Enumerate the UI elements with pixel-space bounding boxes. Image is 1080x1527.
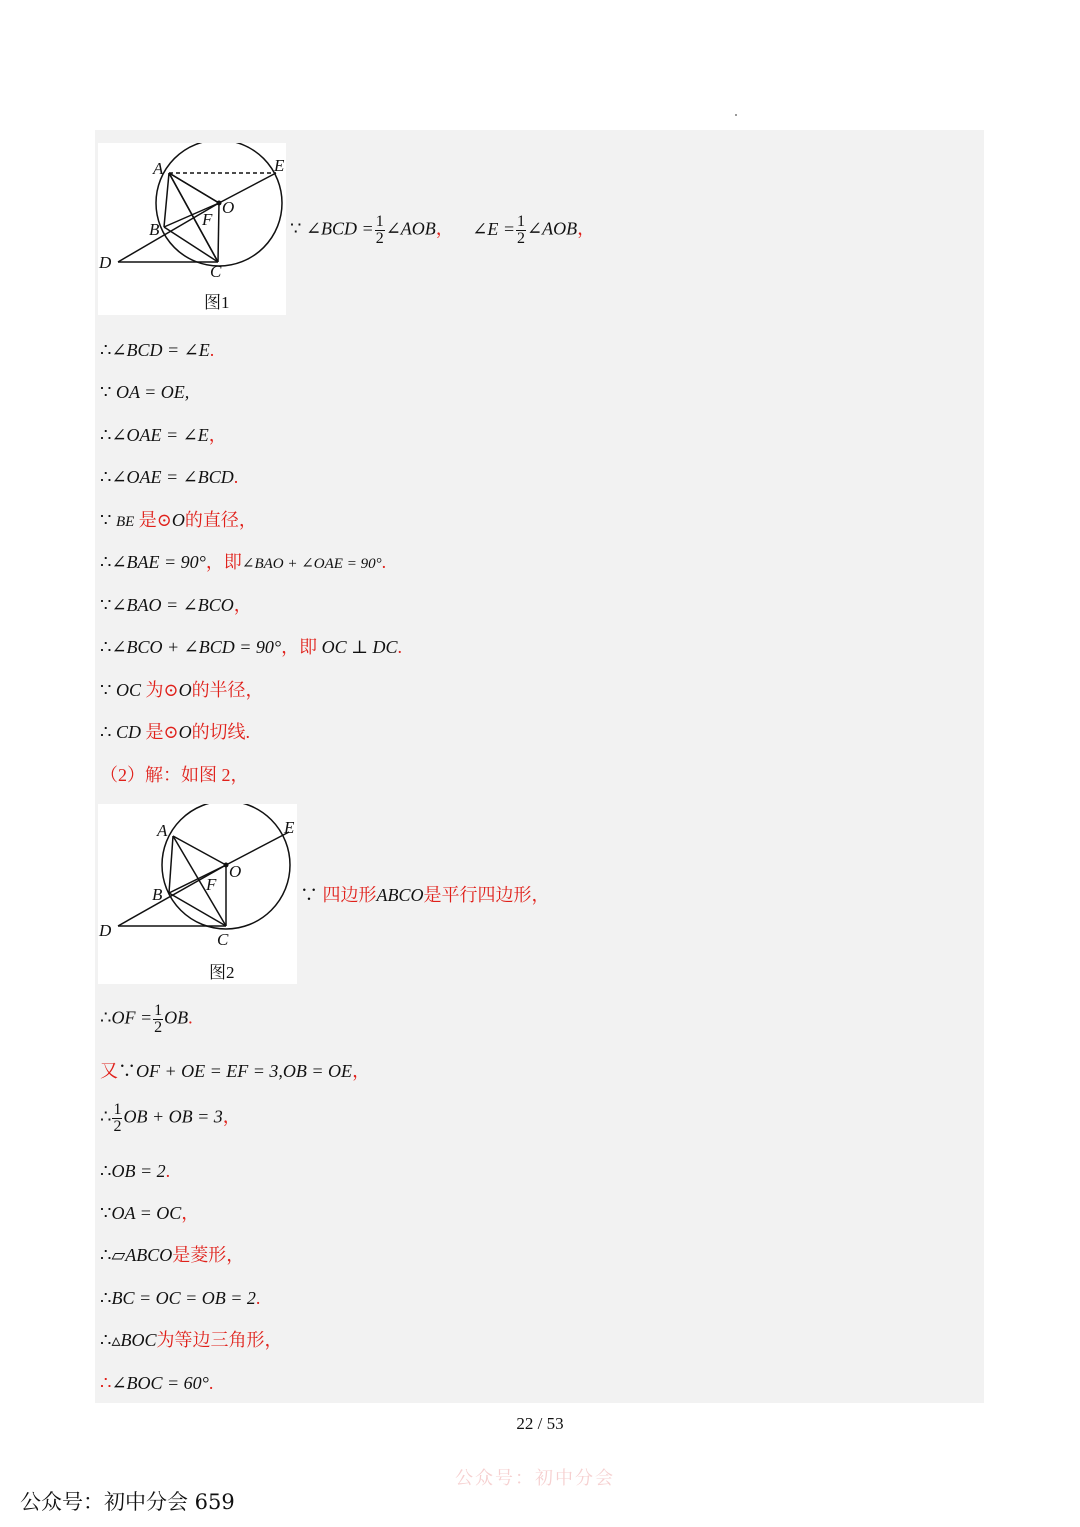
speck — [735, 114, 737, 116]
label-F: F — [202, 210, 213, 229]
line-4: ∴∠OAE = ∠E， — [100, 425, 227, 445]
line-10: ∵ OC 为⊙O的半径， — [100, 680, 264, 700]
label-F: F — [206, 875, 217, 894]
line-9: ∴∠BCO + ∠BCD = 90°，即 OC ⊥ DC. — [100, 637, 403, 657]
line-16: ∴ $\frac{1}{2}$ OB + OB = 3， — [100, 1101, 241, 1135]
figure-1-caption: 图1 — [204, 293, 230, 312]
line-1: ∵ ∠BCD = $\frac{1}{2}$ ∠AOB， ∠E = $\frac{1}{2}$ ∠AOB， — [290, 213, 596, 247]
figure-2-diagram — [98, 804, 297, 984]
figure-2-caption: 图2 — [209, 963, 235, 982]
line-7: ∴∠BAE = 90°，即∠BAO + ∠OAE = 90°. — [100, 552, 387, 572]
label-C: C — [217, 930, 229, 949]
line-2: ∴∠BCD = ∠E. — [100, 340, 215, 360]
line-14: ∴OF = $\frac{1}{2}$ OB. — [100, 1002, 193, 1036]
line-6: ∵ BE 是⊙O的直径， — [100, 510, 257, 530]
line-11: ∴ CD 是⊙O的切线. — [100, 722, 251, 742]
label-A: A — [157, 821, 168, 840]
label-B: B — [149, 220, 160, 239]
line-3: ∵ OA = OE, — [100, 382, 190, 402]
line-12: （2）解：如图 2， — [100, 765, 249, 785]
line-15: 又∵OF + OE = EF = 3,OB = OE， — [100, 1061, 371, 1081]
line-21: ∴▵BOC为等边三角形， — [100, 1330, 283, 1350]
label-A: A — [153, 159, 164, 178]
page-number: 22 / 53 — [516, 1414, 564, 1433]
figure-2 — [98, 804, 297, 984]
label-D: D — [99, 921, 112, 940]
watermark: 公众号：初中分会 — [455, 1468, 615, 1489]
label-E: E — [284, 818, 295, 837]
line-5: ∴∠OAE = ∠BCD. — [100, 467, 239, 487]
line-20: ∴BC = OC = OB = 2. — [100, 1288, 261, 1308]
label-B: B — [152, 885, 163, 904]
line-17: ∴OB = 2. — [100, 1161, 171, 1181]
label-O: O — [229, 862, 242, 881]
line-19: ∴▱ABCO是菱形， — [100, 1245, 245, 1265]
label-O: O — [222, 198, 235, 217]
label-E: E — [274, 156, 285, 175]
line-8: ∵∠BAO = ∠BCO， — [100, 595, 252, 615]
footer-caption: 公众号：初中分会 659 — [20, 1490, 235, 1514]
figure-1 — [98, 143, 286, 315]
label-D: D — [99, 253, 112, 272]
line-18: ∵OA = OC， — [100, 1203, 200, 1223]
line-13: ∵ 四边形ABCO是平行四边形， — [300, 885, 550, 905]
line-22: ∴∠BOC = 60°. — [100, 1373, 214, 1393]
figure-1-diagram — [98, 143, 286, 315]
label-C: C — [210, 262, 222, 281]
